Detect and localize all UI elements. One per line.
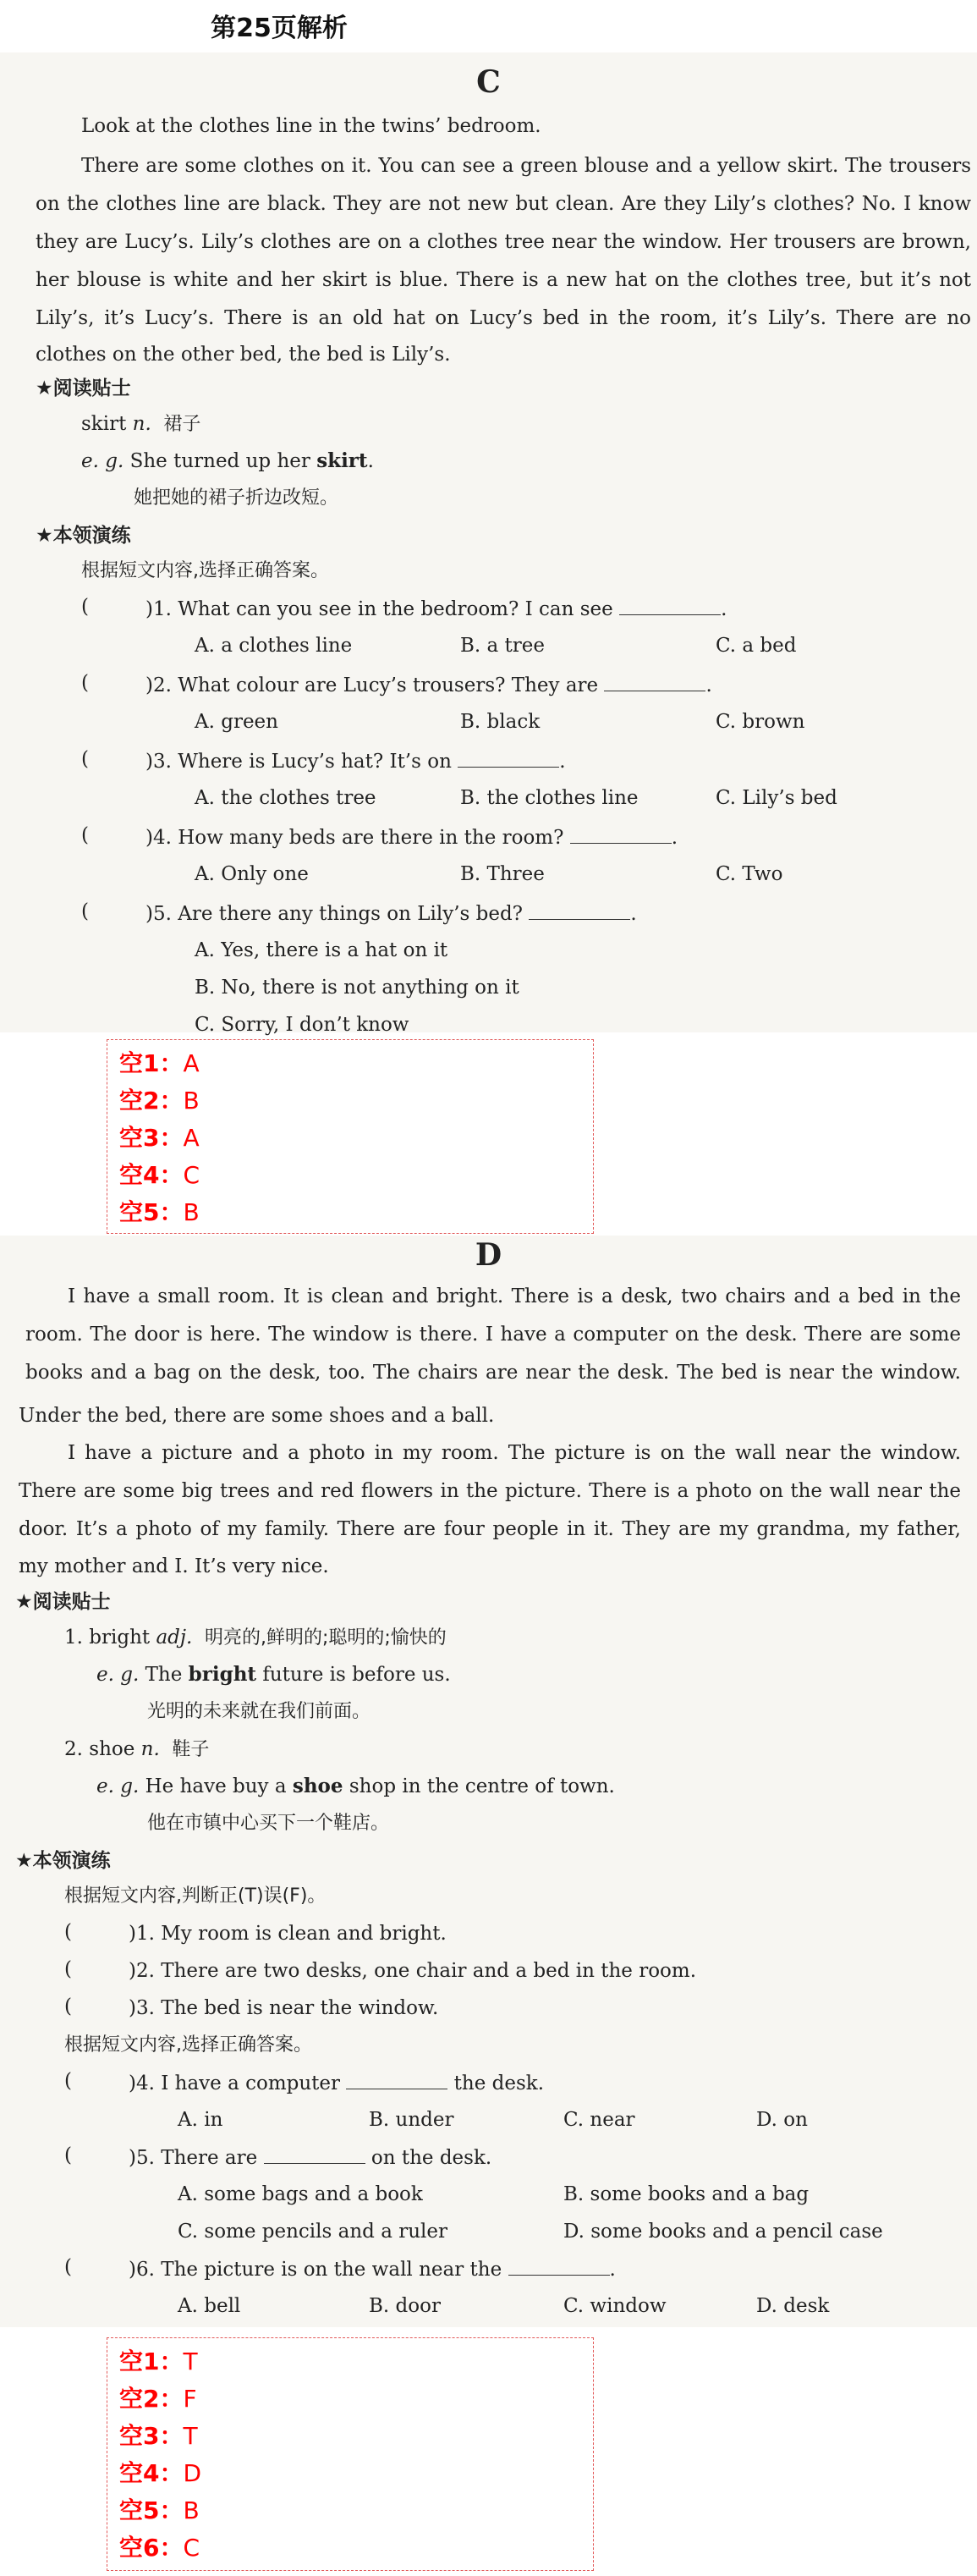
tip-d-1-translation: 光明的未来就在我们前面。	[147, 1701, 371, 1722]
tips-heading-d: ★阅读贴士	[15, 1591, 111, 1613]
answer-paren: (	[81, 900, 89, 922]
option: C. brown	[716, 711, 805, 733]
option: C. Two	[716, 863, 783, 885]
answer-paren: (	[64, 2070, 72, 2092]
option: B. black	[460, 711, 541, 733]
tip-d-2-entry: 2. shoe n. 鞋子	[64, 1738, 210, 1760]
page-title: 第25页解析	[211, 14, 348, 43]
passage-d-letter: D	[475, 1237, 502, 1273]
passage-d-line-5: I have a picture and a photo in my room. The picture is on the wall near the window.	[68, 1442, 961, 1464]
option: A. Yes, there is a hat on it	[195, 939, 448, 961]
fill-blank	[604, 672, 705, 691]
option: A. in	[178, 2109, 223, 2131]
option: B. under	[369, 2109, 454, 2131]
answer-item: 空5：B	[119, 2496, 200, 2524]
passage-d-line-6: There are some big trees and red flowers in the picture. There is a photo on the wall near the	[19, 1480, 961, 1502]
passage-c-line-2: on the clothes line are black. They are not new but clean. Are they Lily’s clothes? No. I know	[36, 193, 971, 215]
instruction-d-mc: 根据短文内容,选择正确答案。	[64, 2034, 312, 2056]
tip-c-translation: 她把她的裙子折边改短。	[134, 487, 339, 509]
passage-c-line-1: There are some clothes on it. You can see a green blouse and a yellow skirt. The trousers	[81, 155, 971, 177]
option: A. some bags and a book	[178, 2183, 423, 2205]
tips-heading-c: ★阅读贴士	[36, 377, 131, 399]
passage-c-line-3: they are Lucy’s. Lily’s clothes are on a clothes tree near the window. Her trousers are brown,	[36, 231, 971, 253]
fill-blank	[346, 2070, 447, 2089]
fill-blank	[508, 2256, 610, 2276]
answer-paren: (	[64, 1921, 72, 1943]
answer-paren: (	[81, 672, 89, 694]
fill-blank	[529, 900, 630, 920]
passage-d-line-1: I have a small room. It is clean and bright. There is a desk, two chairs and a bed in the	[68, 1285, 961, 1307]
option: C. some pencils and a ruler	[178, 2221, 447, 2243]
passage-d-line-4: Under the bed, there are some shoes and a ball.	[19, 1405, 495, 1427]
tip-c-entry: skirt n. 裙子	[81, 413, 201, 435]
passage-d-line-3: books and a bag on the desk, too. The chairs are near the desk. The bed is near the window.	[25, 1362, 961, 1384]
fill-blank	[264, 2144, 365, 2164]
answer-item: 空5：B	[119, 1198, 200, 1226]
question-d-6: )6. The picture is on the wall near the .	[129, 2256, 616, 2282]
passage-d-line-7: door. It’s a photo of my family. There are four people in it. They are my grandma, my father,	[19, 1518, 961, 1540]
option: D. some books and a pencil case	[563, 2221, 883, 2243]
question-d-4: )4. I have a computer the desk.	[129, 2070, 544, 2096]
answer-item: 空3：A	[119, 1124, 200, 1152]
tip-d-2-example: e. g. He have buy a shoe shop in the centre of town.	[96, 1775, 615, 1797]
fill-blank	[570, 824, 672, 844]
tip-d-2-translation: 他在市镇中心买下一个鞋店。	[147, 1813, 390, 1834]
star-icon: ★	[15, 1591, 33, 1613]
question-c-2: )2. What colour are Lucy’s trousers? They are .	[145, 672, 712, 698]
question-d-2: )2. There are two desks, one chair and a bed in the room.	[129, 1960, 697, 1982]
answer-paren: (	[64, 1958, 72, 1980]
option: C. a bed	[716, 635, 797, 657]
answer-paren: (	[64, 2144, 72, 2166]
option: D. on	[756, 2109, 808, 2131]
answer-item: 空1：T	[119, 2348, 198, 2375]
question-c-4: )4. How many beds are there in the room? .	[145, 824, 678, 850]
answer-paren: (	[81, 596, 89, 618]
answer-paren: (	[64, 2256, 72, 2278]
passage-c-para1: Look at the clothes line in the twins’ bedroom.	[81, 115, 541, 137]
answer-paren: (	[81, 824, 89, 846]
option: C. Sorry, I don’t know	[195, 1014, 409, 1036]
answer-paren: (	[64, 1995, 72, 2017]
answer-item: 空4：D	[119, 2459, 202, 2487]
answer-paren: (	[81, 748, 89, 770]
option: C. window	[563, 2295, 667, 2317]
star-icon: ★	[36, 525, 53, 547]
answer-item: 空2：F	[119, 2385, 197, 2413]
answer-item: 空2：B	[119, 1087, 200, 1115]
passage-d-line-2: room. The door is here. The window is there. I have a computer on the desk. There are some	[25, 1324, 961, 1346]
option: B. No, there is not anything on it	[195, 977, 519, 999]
question-c-3: )3. Where is Lucy’s hat? It’s on .	[145, 748, 566, 774]
practice-heading-c: ★本领演练	[36, 525, 131, 547]
option: B. some books and a bag	[563, 2183, 810, 2205]
option: A. the clothes tree	[195, 787, 376, 809]
answer-item: 空4：C	[119, 1161, 200, 1189]
option: A. bell	[178, 2295, 241, 2317]
option: B. Three	[460, 863, 545, 885]
passage-c-line-6: clothes on the other bed, the bed is Lily’s.	[36, 344, 451, 366]
answer-box-d	[107, 2337, 594, 2571]
passage-d-line-8: my mother and I. It’s very nice.	[19, 1555, 329, 1577]
star-icon: ★	[36, 377, 53, 399]
passage-c-line-4: her blouse is white and her skirt is blue. There is a new hat on the clothes tree, but it’s not	[36, 269, 971, 291]
answer-box-c	[107, 1039, 594, 1234]
option: C. Lily’s bed	[716, 787, 837, 809]
option: C. near	[563, 2109, 635, 2131]
answer-item: 空6：C	[119, 2534, 200, 2562]
option: A. Only one	[195, 863, 309, 885]
tip-d-1-entry: 1. bright adj. 明亮的,鲜明的;聪明的;愉快的	[64, 1627, 447, 1649]
question-c-1: )1. What can you see in the bedroom? I can see .	[145, 596, 727, 622]
question-d-5: )5. There are on the desk.	[129, 2144, 491, 2171]
question-d-1: )1. My room is clean and bright.	[129, 1923, 447, 1945]
star-icon: ★	[15, 1850, 33, 1872]
option: B. a tree	[460, 635, 546, 657]
practice-heading-d: ★本领演练	[15, 1850, 111, 1872]
tip-c-example: e. g. She turned up her skirt.	[81, 449, 374, 472]
option: B. the clothes line	[460, 787, 639, 809]
answer-item: 空3：T	[119, 2422, 198, 2450]
instruction-d-tf: 根据短文内容,判断正(T)误(F)。	[64, 1885, 327, 1907]
tip-d-1-example: e. g. The bright future is before us.	[96, 1663, 451, 1686]
passage-c-letter: C	[476, 64, 501, 100]
fill-blank	[619, 596, 721, 615]
question-c-5: )5. Are there any things on Lily’s bed? .	[145, 900, 637, 927]
option: A. green	[195, 711, 278, 733]
option: D. desk	[756, 2295, 830, 2317]
fill-blank	[458, 748, 559, 768]
passage-c-line-5: Lily’s, it’s Lucy’s. There is an old hat on Lucy’s bed in the room, it’s Lily’s. There are no	[36, 307, 971, 329]
option: B. door	[369, 2295, 441, 2317]
option: A. a clothes line	[195, 635, 353, 657]
answer-item: 空1：A	[119, 1049, 200, 1077]
question-d-3: )3. The bed is near the window.	[129, 1997, 439, 2019]
instruction-c: 根据短文内容,选择正确答案。	[81, 560, 329, 581]
